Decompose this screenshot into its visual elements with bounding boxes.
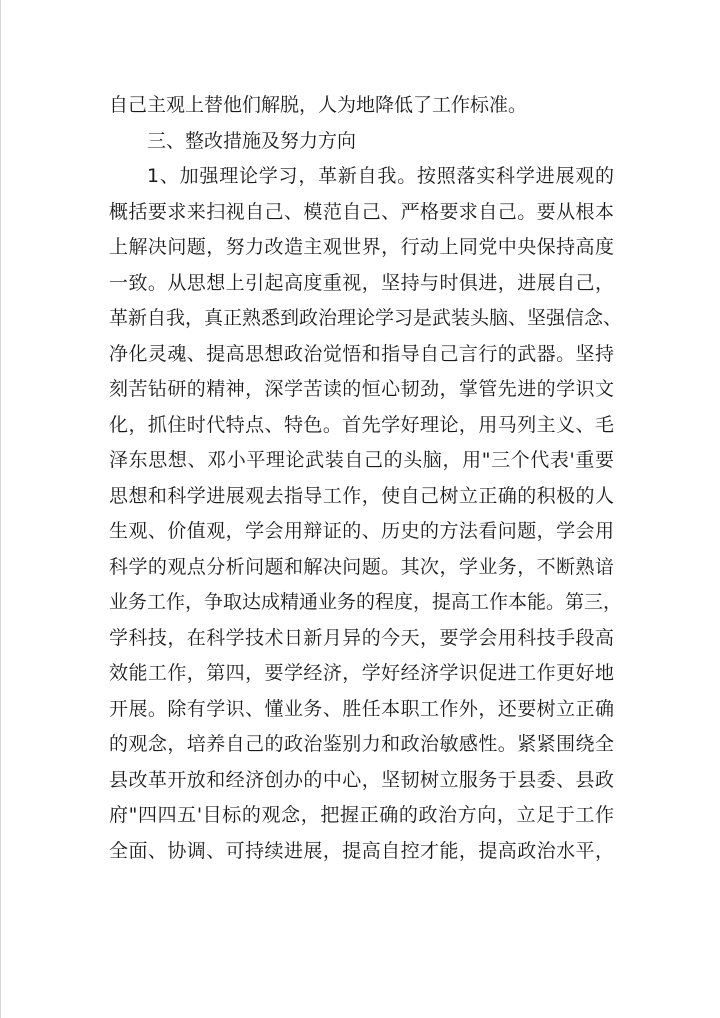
text-line: 1、加强理论学习，革新自我。按照落实科学进展观的 [147, 165, 614, 187]
text-line: 全面、协调、可持续进展，提高自控才能，提高政治水平， [109, 839, 614, 862]
text-line: 净化灵魂、提高思想政治觉悟和指导自己言行的武器。坚持 [109, 342, 614, 365]
text-line: 县改革开放和经济创办的中心，坚韧树立服务于县委、县政 [109, 768, 614, 791]
page-left-border [0, 0, 1, 1018]
text-line: 开展。除有学识、懂业务、胜任本职工作外，还要树立正确 [109, 697, 614, 720]
text-line: 化，抓住时代特点、特色。首先学好理论，用马列主义、毛 [109, 413, 614, 436]
text-line: 业务工作，争取达成精通业务的程度，提高工作本能。第三， [109, 591, 623, 613]
text-line: 自己主观上替他们解脱，人为地降低了工作标准。 [109, 94, 528, 116]
text-line: 生观、价值观，学会用辩证的、历史的方法看问题，学会用 [109, 520, 614, 542]
text-line: 刻苦钻研的精神，深学苦读的恒心韧劲，掌管先进的学识文 [109, 378, 614, 400]
text-line: 府"四四五'目标的观念，把握正确的政治方向，立足于工作 [109, 804, 614, 826]
text-line: 效能工作，第四，要学经济，学好经济学识促进工作更好地 [109, 662, 614, 684]
text-line: 上解决问题，努力改造主观世界，行动上同党中央保持高度 [109, 236, 614, 258]
text-line: 泽东思想、邓小平理论武装自己的头脑，用"三个代表'重要 [109, 449, 614, 471]
text-line: 学科技，在科学技术日新月异的今天，要学会用科技手段高 [109, 626, 614, 649]
text-line: 一致。从思想上引起高度重视，坚持与时俱进，进展自己， [109, 271, 614, 294]
section-heading: 三、整改措施及努力方向 [147, 129, 357, 152]
text-line: 思想和科学进展观去指导工作，使自己树立正确的积极的人 [109, 484, 614, 507]
body-text [109, 88, 623, 869]
text-line: 的观念，培养自己的政治鉴别力和政治敏感性。紧紧围绕全 [109, 733, 614, 755]
text-line: 革新自我，真正熟悉到政治理论学习是武装头脑、坚强信念、 [109, 307, 623, 329]
text-line: 科学的观点分析问题和解决问题。其次，学业务，不断熟谙 [109, 555, 614, 578]
text-line: 概括要求来扫视自己、模范自己、严格要求自己。要从根本 [109, 200, 614, 223]
